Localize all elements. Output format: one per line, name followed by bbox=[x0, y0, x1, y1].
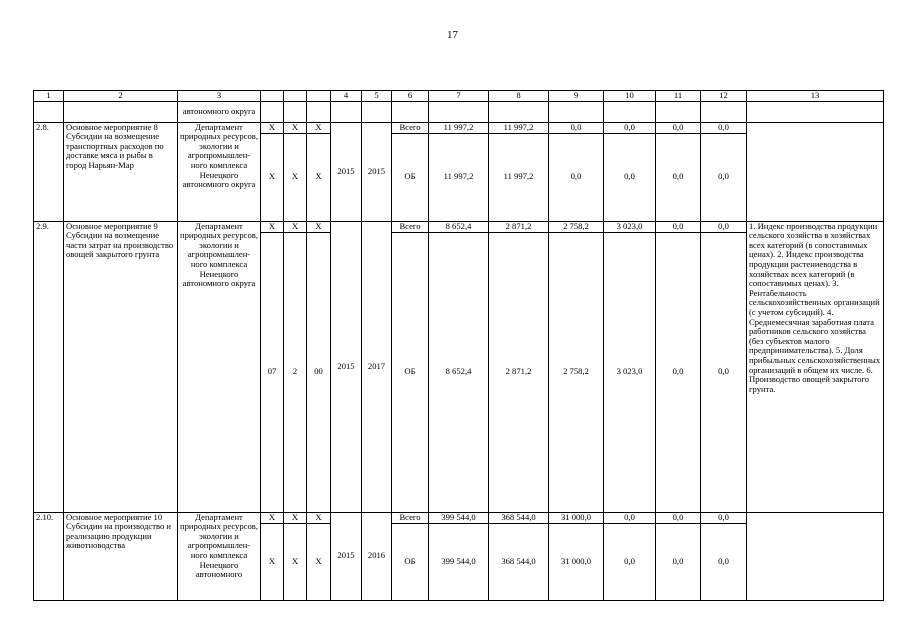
code-cell: X bbox=[284, 221, 307, 232]
code-cell: X bbox=[261, 133, 284, 221]
source-label: Всего bbox=[392, 221, 429, 232]
col-header: 4 bbox=[331, 91, 362, 102]
value-cell: 11 997,2 bbox=[489, 133, 549, 221]
table-row bbox=[34, 122, 884, 133]
code-cell: X bbox=[261, 122, 284, 133]
value-cell: 0,0 bbox=[701, 523, 747, 600]
code-cell: 2 bbox=[284, 232, 307, 512]
code-cell: X bbox=[261, 523, 284, 600]
value-cell: 11 997,2 bbox=[429, 122, 489, 133]
value-cell: 399 544,0 bbox=[429, 523, 489, 600]
page-number: 17 bbox=[447, 29, 458, 41]
col-header bbox=[284, 91, 307, 102]
value-cell: 0,0 bbox=[701, 221, 747, 232]
value-cell: 0,0 bbox=[656, 523, 701, 600]
col-header: 13 bbox=[747, 91, 884, 102]
value-cell: 0,0 bbox=[604, 133, 656, 221]
value-cell: 2 871,2 bbox=[489, 232, 549, 512]
value-cell: 399 544,0 bbox=[429, 512, 489, 523]
code-cell: X bbox=[307, 122, 331, 133]
value-cell: 0,0 bbox=[549, 133, 604, 221]
code-cell: X bbox=[307, 221, 331, 232]
department-cell: Департамент природных ресурсов, экологии и агропромышлен-ного комплекса Ненецкого автономного bbox=[178, 512, 261, 600]
col-header bbox=[307, 91, 331, 102]
value-cell: 2 871,2 bbox=[489, 221, 549, 232]
indicators-cell bbox=[747, 512, 884, 600]
value-cell: 0,0 bbox=[701, 232, 747, 512]
start-year: 2015 bbox=[331, 122, 362, 221]
measure-name: Основное мероприятие 9 Субсидии на возмещение части затрат на производство овощей закрытого грунта bbox=[64, 221, 178, 512]
code-cell: X bbox=[307, 512, 331, 523]
measure-name: Основное мероприятие 10 Субсидии на производство и реализацию продукции животноводства bbox=[64, 512, 178, 600]
col-header: 9 bbox=[549, 91, 604, 102]
program-table bbox=[33, 90, 884, 601]
col-header: 7 bbox=[429, 91, 489, 102]
code-cell: 07 bbox=[261, 232, 284, 512]
value-cell: 0,0 bbox=[549, 122, 604, 133]
value-cell: 0,0 bbox=[604, 512, 656, 523]
table-row bbox=[34, 512, 884, 523]
col-header: 1 bbox=[34, 91, 64, 102]
value-cell: 2 758,2 bbox=[549, 232, 604, 512]
value-cell: 368 544,0 bbox=[489, 512, 549, 523]
start-year: 2015 bbox=[331, 512, 362, 600]
indicators-cell bbox=[747, 122, 884, 221]
continuation-row bbox=[34, 101, 884, 122]
source-label: ОБ bbox=[392, 133, 429, 221]
code-cell: X bbox=[284, 133, 307, 221]
start-year: 2015 bbox=[331, 221, 362, 512]
department-cell: автономного округа bbox=[178, 101, 261, 122]
value-cell: 0,0 bbox=[656, 232, 701, 512]
source-label: Всего bbox=[392, 122, 429, 133]
code-cell: X bbox=[307, 133, 331, 221]
header-row bbox=[34, 91, 884, 102]
col-header: 12 bbox=[701, 91, 747, 102]
source-label: Всего bbox=[392, 512, 429, 523]
value-cell: 8 652,4 bbox=[429, 232, 489, 512]
col-header bbox=[261, 91, 284, 102]
col-header: 5 bbox=[362, 91, 392, 102]
code-cell: X bbox=[284, 523, 307, 600]
value-cell: 2 758,2 bbox=[549, 221, 604, 232]
row-number: 2.8. bbox=[34, 122, 64, 221]
value-cell: 0,0 bbox=[656, 221, 701, 232]
col-header: 6 bbox=[392, 91, 429, 102]
indicators-cell: 1. Индекс производства продукции сельского хозяйства в хозяйствах всех категорий (в сопоставимых ценах). 2. Индекс производства продукции растениеводства в хозяйствах всех категорий (в сопоставимых ценах). 3. Рентабельность сельскохозяйственных организаций (с учетом субсидий). 4. Среднемесячная заработная плата работников сельского хозяйства (без субъектов малого предпринимательства). 5. Доля прибыльных сельскохозяйственных организаций в общем их числе. 6. Производство овощей закрытого грунта. bbox=[747, 221, 884, 512]
value-cell: 8 652,4 bbox=[429, 221, 489, 232]
col-header: 2 bbox=[64, 91, 178, 102]
col-header: 8 bbox=[489, 91, 549, 102]
department-cell: Департамент природных ресурсов, экологии и агропромышлен-ного комплекса Ненецкого автономного округа bbox=[178, 122, 261, 221]
value-cell: 0,0 bbox=[656, 133, 701, 221]
value-cell: 11 997,2 bbox=[489, 122, 549, 133]
code-cell: X bbox=[261, 221, 284, 232]
department-cell: Департамент природных ресурсов, экологии и агропромышлен-ного комплекса Ненецкого автономного округа bbox=[178, 221, 261, 512]
row-number: 2.9. bbox=[34, 221, 64, 512]
col-header: 3 bbox=[178, 91, 261, 102]
value-cell: 368 544,0 bbox=[489, 523, 549, 600]
measure-name: Основное мероприятие 8 Субсидии на возмещение транспортных расходов по доставке мяса и рыбы в город Нарьян-Мар bbox=[64, 122, 178, 221]
code-cell: X bbox=[284, 512, 307, 523]
source-label: ОБ bbox=[392, 523, 429, 600]
value-cell: 0,0 bbox=[701, 122, 747, 133]
end-year: 2017 bbox=[362, 221, 392, 512]
table-row bbox=[34, 221, 884, 232]
value-cell: 0,0 bbox=[604, 122, 656, 133]
value-cell: 31 000,0 bbox=[549, 523, 604, 600]
col-header: 11 bbox=[656, 91, 701, 102]
value-cell: 0,0 bbox=[656, 122, 701, 133]
code-cell: X bbox=[284, 122, 307, 133]
value-cell: 0,0 bbox=[701, 133, 747, 221]
end-year: 2016 bbox=[362, 512, 392, 600]
code-cell: 00 bbox=[307, 232, 331, 512]
end-year: 2015 bbox=[362, 122, 392, 221]
value-cell: 0,0 bbox=[701, 512, 747, 523]
value-cell: 11 997,2 bbox=[429, 133, 489, 221]
value-cell: 0,0 bbox=[656, 512, 701, 523]
value-cell: 3 023,0 bbox=[604, 232, 656, 512]
source-label: ОБ bbox=[392, 232, 429, 512]
code-cell: X bbox=[261, 512, 284, 523]
code-cell: X bbox=[307, 523, 331, 600]
value-cell: 3 023,0 bbox=[604, 221, 656, 232]
col-header: 10 bbox=[604, 91, 656, 102]
value-cell: 0,0 bbox=[604, 523, 656, 600]
value-cell: 31 000,0 bbox=[549, 512, 604, 523]
row-number: 2.10. bbox=[34, 512, 64, 600]
